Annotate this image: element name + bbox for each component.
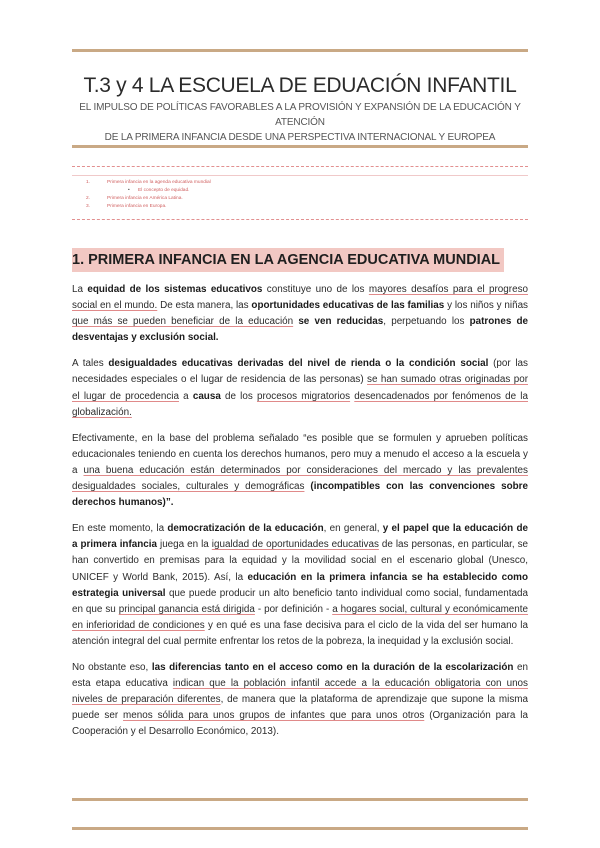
footer-rule-bottom [72, 827, 528, 830]
toc-item-3[interactable]: 3. Primera infancia en Europa. [86, 204, 167, 209]
section-heading: 1. PRIMERA INFANCIA EN LA AGENCIA EDUCATIVA MUNDIAL [72, 248, 504, 272]
footer-rule [72, 798, 528, 801]
toc-list [86, 179, 211, 211]
table-of-contents [72, 166, 528, 220]
toc-item-label: Primera infancia en Europa. [107, 204, 167, 209]
toc-item-2[interactable]: 2. Primera infancia en América Latina. [86, 196, 183, 201]
paragraph-2: A tales desigualdades educativas derivadas del nivel de rienda o la condición social (por las necesidades especiales o el lugar de residencia de las personas) se han sumado otras originadas por el lugar de procedencia a causa de los procesos migratorios desencadenados por fenómenos de la globalización. [72, 358, 528, 418]
paragraph-1: La equidad de los sistemas educativos constituye uno de los mayores desafíos para el progreso social en el mundo. De esta manera, las oportunidades educativas de las familias y los niños y niñas que más se pueden beneficiar de la educación se ven reducidas, perpetuando los patrones de desventajas y exclusión social. [72, 284, 528, 344]
header-bottom-rule [72, 145, 528, 148]
page-title: T.3 y 4 LA ESCUELA DE EDUACIÓN INFANTIL [83, 74, 517, 97]
top-rule [72, 49, 528, 52]
toc-item-label: Primera infancia en América Latina. [107, 196, 183, 201]
subtitle-line-1: EL IMPULSO DE POLÍTICAS FAVORABLES A LA PROVISIÓN Y EXPANSIÓN DE LA EDUCACIÓN Y ATENCIÓN [79, 102, 521, 128]
page-subtitle [72, 100, 528, 145]
paragraph-5: No obstante eso, las diferencias tanto en el acceso como en la duración de la escolarización en esta etapa educativa indican que la población infantil accede a la educación obligatoria con unos niveles de preparación diferentes, de manera que la plataforma de aprendizaje que supone la misma puede ser menos sólida para unos grupos de infantes que para unos otros (Organización para la Cooperación y el Desarrollo Económico, 2013). [72, 661, 528, 738]
toc-item-1[interactable]: 1. Primera infancia en la agenda educativa mundial [86, 180, 211, 185]
bullet-icon: • [128, 188, 130, 193]
subtitle-line-2: DE LA PRIMERA INFANCIA DESDE UNA PERSPECTIVA INTERNACIONAL Y EUROPEA [104, 132, 496, 143]
paragraph-3: Efectivamente, en la base del problema señalado “es posible que se formulen y aprueben políticas educacionales teniendo en cuenta los derechos humanos, pero muy a menudo el acceso a la escuela y a una buena educación están determinados por consideraciones del mercado y las prevalentes desigualdades sociales, culturales y demográficas (incompatibles con las convenciones sobre derechos humanos)”. [72, 432, 528, 509]
toc-item-label: El concepto de equidad. [138, 188, 190, 193]
toc-subitem-1[interactable] [86, 187, 211, 195]
body-text [72, 282, 528, 750]
toc-divider [72, 175, 528, 176]
toc-item-label: Primera infancia en la agenda educativa mundial [107, 180, 211, 185]
paragraph-4: En este momento, la democratización de la educación, en general, y el papel que la educación de a primera infancia juega en la igualdad de oportunidades educativas de las personas, en particular, se han convertido en premisas para la equidad y la movilidad social en el escenario global (Unesco, UNICEF y World Bank, 2015). Así, la educación en la primera infancia se ha establecido como estrategia universal que puede producir un alto beneficio tanto individual como social, fundamentada en que su principal ganancia está dirigida - por definición - a hogares social, cultural y económicamente en inferioridad de condiciones y en qué es una fase decisiva para el ciclo de la vida del ser humano la atención integral del cual permite enfrentar los retos de la pobreza, la inequidad y la exclusión social. [72, 523, 529, 647]
